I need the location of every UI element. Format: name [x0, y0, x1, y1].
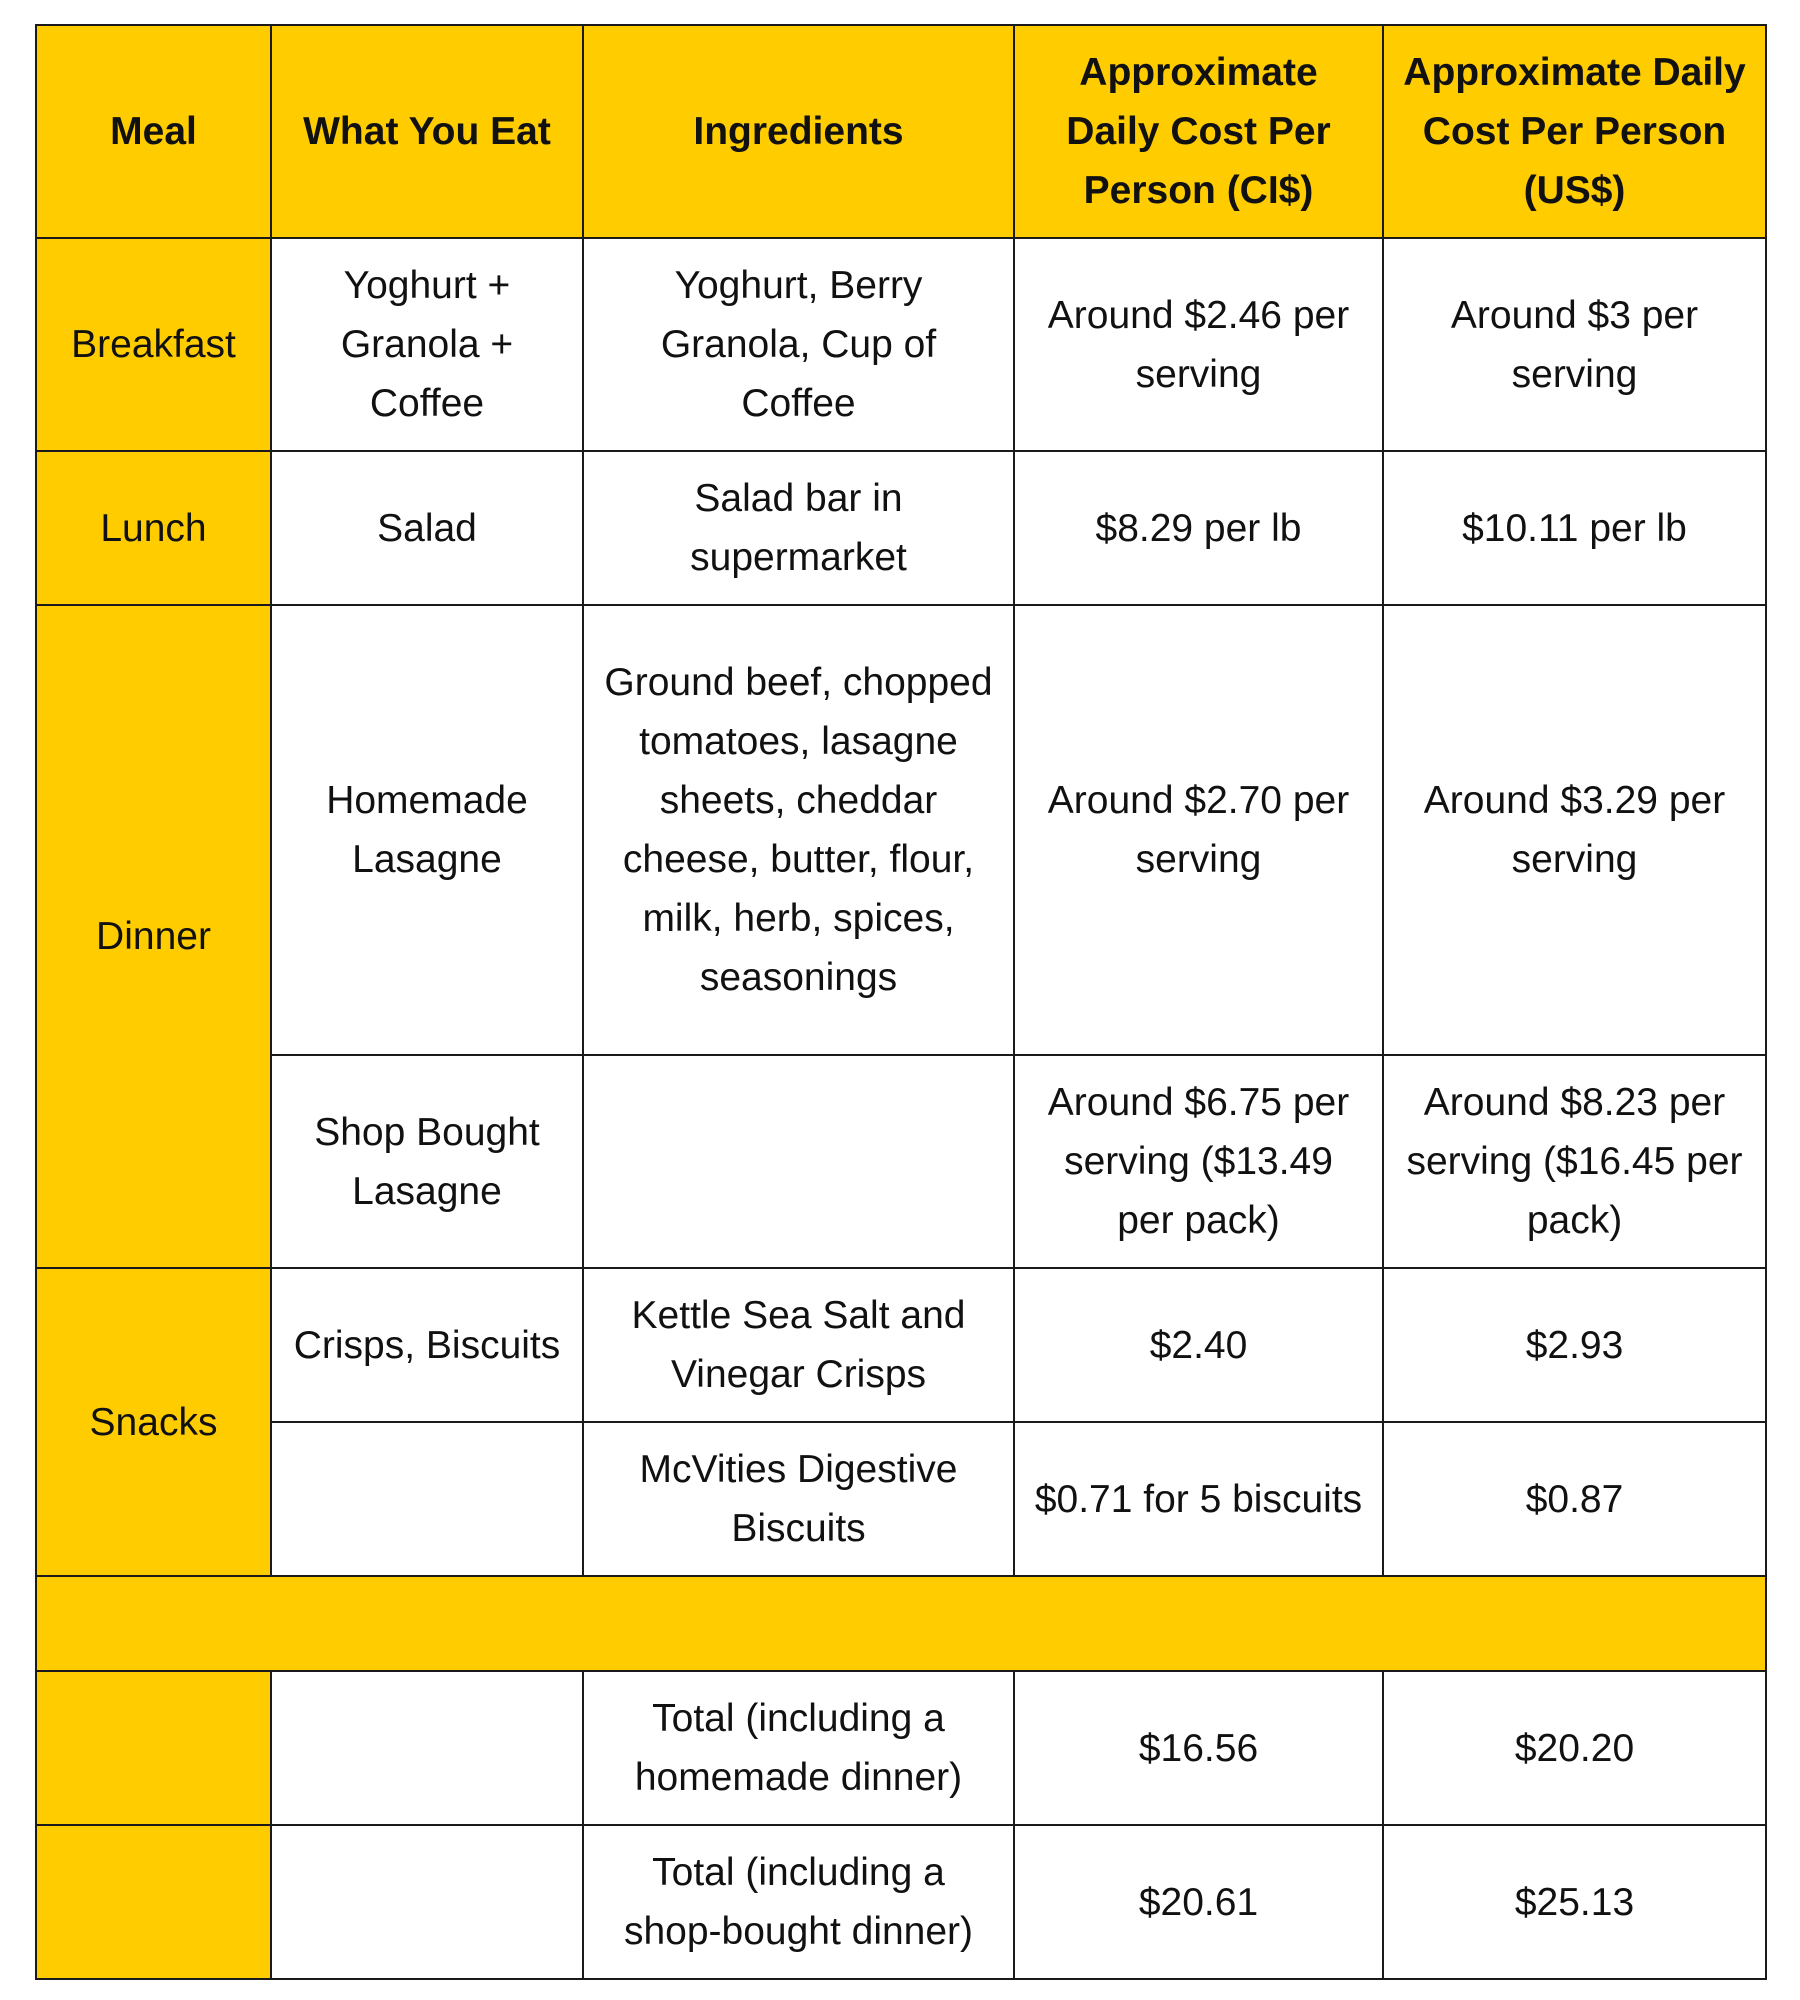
- table-row-snacks-biscuits: [36, 1422, 1766, 1576]
- cost-ci-cell-dinner-shop: Around $6.75 per serving ($13.49 per pack): [1014, 1055, 1383, 1268]
- table-row-total-homemade: [36, 1671, 1766, 1825]
- header-cost-us: Approximate Daily Cost Per Person (US$): [1383, 25, 1766, 238]
- ingredients-cell-breakfast: Yoghurt, Berry Granola, Cup of Coffee: [583, 238, 1014, 451]
- what-cell-lunch: Salad: [271, 451, 583, 605]
- table-row-snacks-crisps: [36, 1268, 1766, 1422]
- meal-cell-total-shop: [36, 1825, 271, 1979]
- cost-us-cell-snacks-crisps: $2.93: [1383, 1268, 1766, 1422]
- cost-us-cell-dinner-shop: Around $8.23 per serving ($16.45 per pack): [1383, 1055, 1766, 1268]
- what-cell-dinner-homemade: Homemade Lasagne: [271, 605, 583, 1055]
- cost-ci-cell-snacks-crisps: $2.40: [1014, 1268, 1383, 1422]
- header-what-you-eat: What You Eat: [271, 25, 583, 238]
- header-ingredients: Ingredients: [583, 25, 1014, 238]
- meal-cell-lunch: Lunch: [36, 451, 271, 605]
- meal-cell-dinner: Dinner: [36, 605, 271, 1268]
- cost-us-cell-dinner-homemade: Around $3.29 per serving: [1383, 605, 1766, 1055]
- total-us-homemade: $20.20: [1383, 1671, 1766, 1825]
- table-row-dinner-homemade: [36, 605, 1766, 1055]
- total-label-shop: Total (including a shop-bought dinner): [583, 1825, 1014, 1979]
- meal-cell-snacks: Snacks: [36, 1268, 271, 1576]
- cost-ci-cell-dinner-homemade: Around $2.70 per serving: [1014, 605, 1383, 1055]
- table-row-separator-band: [36, 1576, 1766, 1671]
- what-cell-snacks-crisps: Crisps, Biscuits: [271, 1268, 583, 1422]
- what-cell-dinner-shop: Shop Bought Lasagne: [271, 1055, 583, 1268]
- ingredients-cell-snacks-biscuits: McVities Digestive Biscuits: [583, 1422, 1014, 1576]
- total-ci-shop: $20.61: [1014, 1825, 1383, 1979]
- header-meal: Meal: [36, 25, 271, 238]
- cost-us-cell-lunch: $10.11 per lb: [1383, 451, 1766, 605]
- table-row-dinner-shop: [36, 1055, 1766, 1268]
- table-row-total-shop: [36, 1825, 1766, 1979]
- what-cell-total-homemade: [271, 1671, 583, 1825]
- ingredients-cell-lunch: Salad bar in supermarket: [583, 451, 1014, 605]
- ingredients-cell-snacks-crisps: Kettle Sea Salt and Vinegar Crisps: [583, 1268, 1014, 1422]
- header-cost-ci: Approximate Daily Cost Per Person (CI$): [1014, 25, 1383, 238]
- total-us-shop: $25.13: [1383, 1825, 1766, 1979]
- what-cell-total-shop: [271, 1825, 583, 1979]
- what-cell-snacks-biscuits: [271, 1422, 583, 1576]
- separator-band: [36, 1576, 1766, 1671]
- meal-cell-breakfast: Breakfast: [36, 238, 271, 451]
- ingredients-cell-dinner-shop: [583, 1055, 1014, 1268]
- table-row-lunch: [36, 451, 1766, 605]
- total-label-homemade: Total (including a homemade dinner): [583, 1671, 1014, 1825]
- cost-ci-cell-lunch: $8.29 per lb: [1014, 451, 1383, 605]
- total-ci-homemade: $16.56: [1014, 1671, 1383, 1825]
- header-row: [36, 25, 1766, 238]
- table-row-breakfast: [36, 238, 1766, 451]
- cost-ci-cell-breakfast: Around $2.46 per serving: [1014, 238, 1383, 451]
- cost-us-cell-breakfast: Around $3 per serving: [1383, 238, 1766, 451]
- cost-ci-cell-snacks-biscuits: $0.71 for 5 biscuits: [1014, 1422, 1383, 1576]
- what-cell-breakfast: Yoghurt + Granola + Coffee: [271, 238, 583, 451]
- meal-cell-total-homemade: [36, 1671, 271, 1825]
- cost-us-cell-snacks-biscuits: $0.87: [1383, 1422, 1766, 1576]
- meal-cost-table: [35, 24, 1767, 1980]
- ingredients-cell-dinner-homemade: Ground beef, chopped tomatoes, lasagne sheets, cheddar cheese, butter, flour, milk, herb, spices, seasonings: [583, 605, 1014, 1055]
